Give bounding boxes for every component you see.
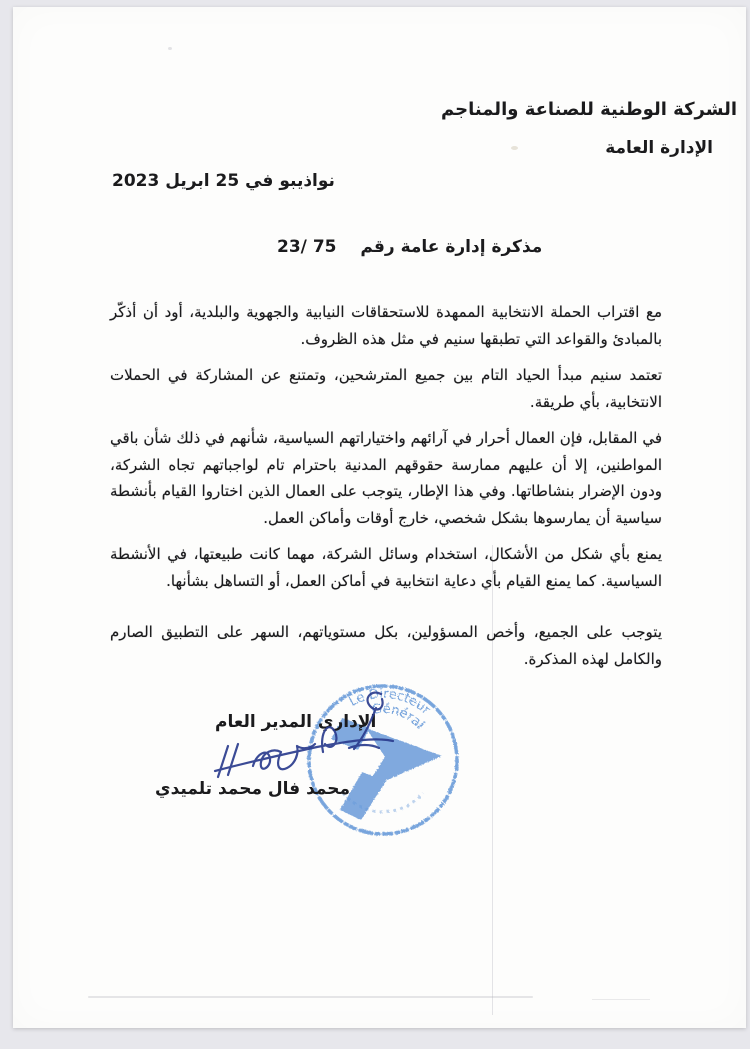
memo-paragraph-3: في المقابل، فإن العمال أحرار في آرائهم واختياراتهم السياسية، شأنهم في ذلك شأن باقي المواطنين، إلا أن عليهم ممارسة حقوقهم المدنية باحترام تام لواجباتهم تجاه الشركة، ودون الإضرار بنشاطاتها. وفي هذا الإطار، يتوجب على العمال الذين اختاروا القيام بأنشطة سياسية أن يمارسوها بشكل شخصي، خارج أوقات وأماكن العمل.: [110, 429, 662, 527]
department-name: الإدارة العامة: [605, 138, 713, 158]
memo-paragraph-2: تعتمد سنيم مبدأ الحياد التام بين جميع المترشحين، وتمتنع عن المشاركة في الحملات الانتخابية، بأي طريقة.: [110, 366, 662, 411]
memo-title-label: مذكرة إدارة عامة رقم: [360, 237, 543, 257]
signer-title: الإداري المدير العام: [215, 712, 377, 732]
signer-name: محمد فال محمد تلميدي: [155, 779, 351, 799]
scan-speck: [168, 47, 172, 50]
memo-number: 75 /23: [277, 237, 337, 257]
memo-paragraph-5: يتوجب على الجميع، وأخص المسؤولين، بكل مستوياتهم، السهر على التطبيق الصارم والكامل لهذه المذكرة.: [110, 623, 662, 668]
stamp-text-line1: Le Directeur: [346, 686, 433, 718]
scan-smudge: [592, 999, 650, 1000]
memo-body: [110, 299, 662, 682]
company-name: الشركة الوطنية للصناعة والمناجم: [441, 99, 737, 120]
memo-paragraph-4: يمنع بأي شكل من الأشكال، استخدام وسائل الشركة، مهما كانت طبيعتها، في الأنشطة السياسية. كما يمنع القيام بأي دعاية انتخابية في أماكن العمل، أو التساهل بشأنها.: [110, 545, 662, 590]
memo-title: [277, 237, 542, 257]
scan-speck: [511, 146, 518, 150]
place-date-line: نواذيبو في 25 ابريل 2023: [112, 171, 335, 191]
signature-strokes: [218, 744, 238, 777]
memo-paragraph-1: مع اقتراب الحملة الانتخابية الممهدة للاستحقاقات النيابية والجهوية والبلدية، أود أن أذكّر بالمبادئ والقواعد التي تطبقها سنيم في مثل هذه الظروف.: [110, 303, 662, 348]
handwritten-signature: [213, 686, 413, 806]
scan-smudge: [88, 996, 533, 998]
stamp-text-line2: Général: [371, 701, 428, 733]
